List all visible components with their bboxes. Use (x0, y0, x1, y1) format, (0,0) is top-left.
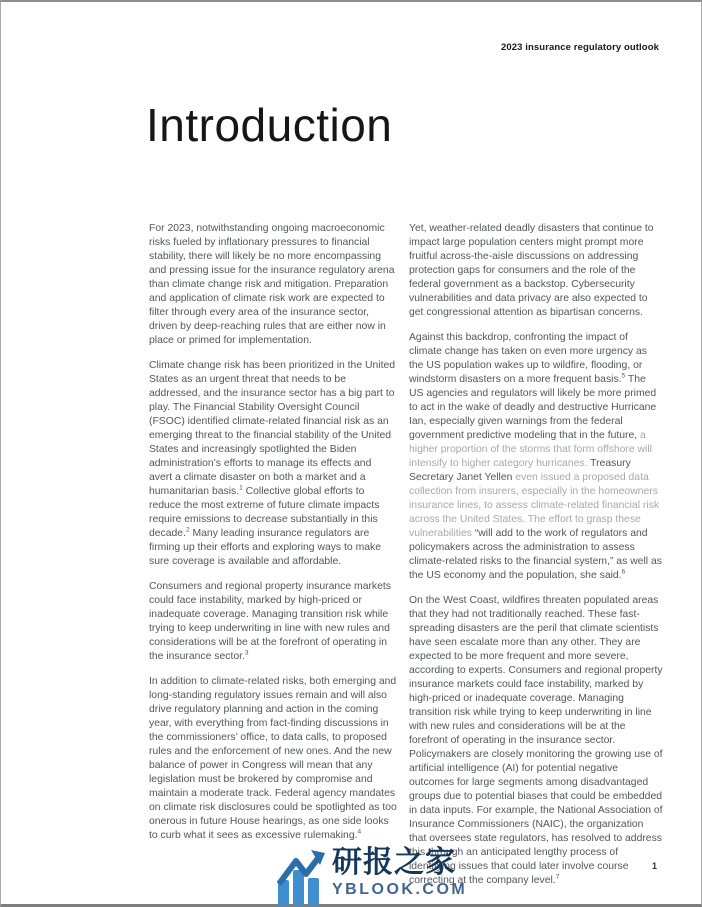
bar-chart-rising-arrow-icon (277, 848, 325, 906)
text-run: In addition to climate-related risks, both emerging and long-standing regulatory issues remain and will also drive regulatory planning and action in the coming year, with everything from fact-finding discussions in the commissioners’ office, to data calls, to proposed rules and the enforcement of new ones. And the new balance of power in Congress will mean that any legislation must be brokered by compromise and maintain a moderate track. Federal agency mandates on climate risk disclosures could be spotlighted as too onerous in future House hearings, as one side looks to curb what it sees as excessive rulemaking. (149, 676, 397, 841)
paragraph (149, 675, 397, 843)
watermark-brand-name: 研报之家 (332, 846, 456, 879)
text-run: Against this backdrop, confronting the impact of climate change has taken on even more urgency as the US population wakes up to wildfire, flooding, or windstorm disasters on a more frequent basis. (409, 332, 647, 385)
watermark-domain-url: YBLOOK.COM (332, 881, 468, 898)
footnote-ref: 7 (555, 873, 560, 881)
text-run: “will add to the work of regulators and policymakers across the administration to assess climate-related risks to the financial system,” as well as the US economy and the population, she said. (409, 528, 662, 581)
watermark-text (332, 846, 467, 899)
paragraph (149, 580, 397, 664)
running-header: 2023 insurance regulatory outlook (501, 42, 659, 53)
footnote-ref: 6 (621, 568, 626, 576)
text-run: Consumers and regional property insurance markets could face instability, marked by high-priced or inadequate coverage. Managing transition risk while trying to keep underwriting in line with new rules and considerations will be at the forefront of operating in the insurance sector. (149, 581, 391, 662)
paragraph (409, 331, 663, 583)
text-run: On the West Coast, wildfires threaten populated areas that they had not traditionally reached. These fast-spreading disasters are the peril that climate scientists have seen escalate more than any other. They are expected to be more frequent and more severe, according to experts. Consumers and regional property insurance markets could face instability, marked by high-priced or inadequate coverage. Managing transition risk while trying to keep underwriting in line with new rules and considerations will be at the forefront of operating in the insurance sector. Policymakers are closely monitoring the growing use of artificial intelligence (AI) for potential negative outcomes for large segments among disadvantaged groups due to potential biases that could be embedded in data inputs. For example, the National Association of Insurance Commissioners (NAIC), the organization that oversees state regulators, has resolved to address this through an anticipated lengthy process of identifying issues that could later involve course correcting at the company level. (409, 595, 663, 886)
paragraph (409, 594, 663, 888)
link-text[interactable]: a higher proportion of the storms that form offshore will intensify to higher category hurricanes. (409, 430, 652, 469)
link-text[interactable]: even issued a proposed data collection from insurers, especially in the homeowners insurance lines, to assess climate-related financial risk across the United States. The effort to grasp these vulnerabilities (409, 472, 660, 539)
page-number: 1 (651, 861, 657, 871)
paragraph (149, 359, 397, 569)
footnote-ref: 5 (621, 372, 626, 380)
text-run: The US agencies and regulators will likely be more primed to act in the wake of deadly and destructive Hurricane Ian, especially given warnings from the federal government predictive modeling that in the future, (409, 374, 657, 441)
left-column (149, 222, 397, 843)
text-run: Treasury Secretary Janet Yellen (409, 458, 631, 483)
text-run: For 2023, notwithstanding ongoing macroeconomic risks fueled by inflationary pressures to financial stability, there will likely be no more encompassing and pressing issue for the insurance regulatory arena than climate change risk and mitigation. Preparation and application of climate risk work are expected to filter through every area of the insurance sector, driven by deep-reaching rules that are either now in place or primed for implementation. (149, 223, 395, 346)
footnote-ref: 3 (244, 649, 249, 657)
footnote-ref: 1 (239, 484, 243, 492)
text-run: Yet, weather-related deadly disasters that continue to impact large population centers might prompt more fruitful across-the-aisle discussions on addressing protection gaps for consumers and the role of the federal government as a backstop. Cybersecurity vulnerabilities and data privacy are also expected to get congressional attention as bipartisan concerns. (409, 223, 654, 318)
watermark-logo (277, 846, 467, 906)
text-run: Collective global efforts to reduce the most extreme of future climate impacts require emissions to decrease substantially in this decade. (149, 486, 380, 539)
right-column (409, 222, 663, 888)
paragraph (409, 222, 663, 320)
text-run: Climate change risk has been prioritized in the United States as an urgent threat that needs to be addressed, and the insurance sector has a big part to play. The Financial Stability Oversight Council (FSOC) identified climate-related financial risk as an emerging threat to the financial stability of the United States and increasingly spotlighted the Biden administration’s efforts to manage its effects and avert a climate disaster on both a market and a humanitarian basis. (149, 360, 396, 497)
footnote-ref: 4 (357, 828, 362, 836)
footnote-ref: 2 (185, 526, 190, 534)
paragraph (149, 222, 397, 348)
page-title: Introduction (146, 99, 393, 151)
text-run: Many leading insurance regulators are firming up their efforts and exploring ways to make sure coverage is available and affordable. (149, 528, 381, 567)
